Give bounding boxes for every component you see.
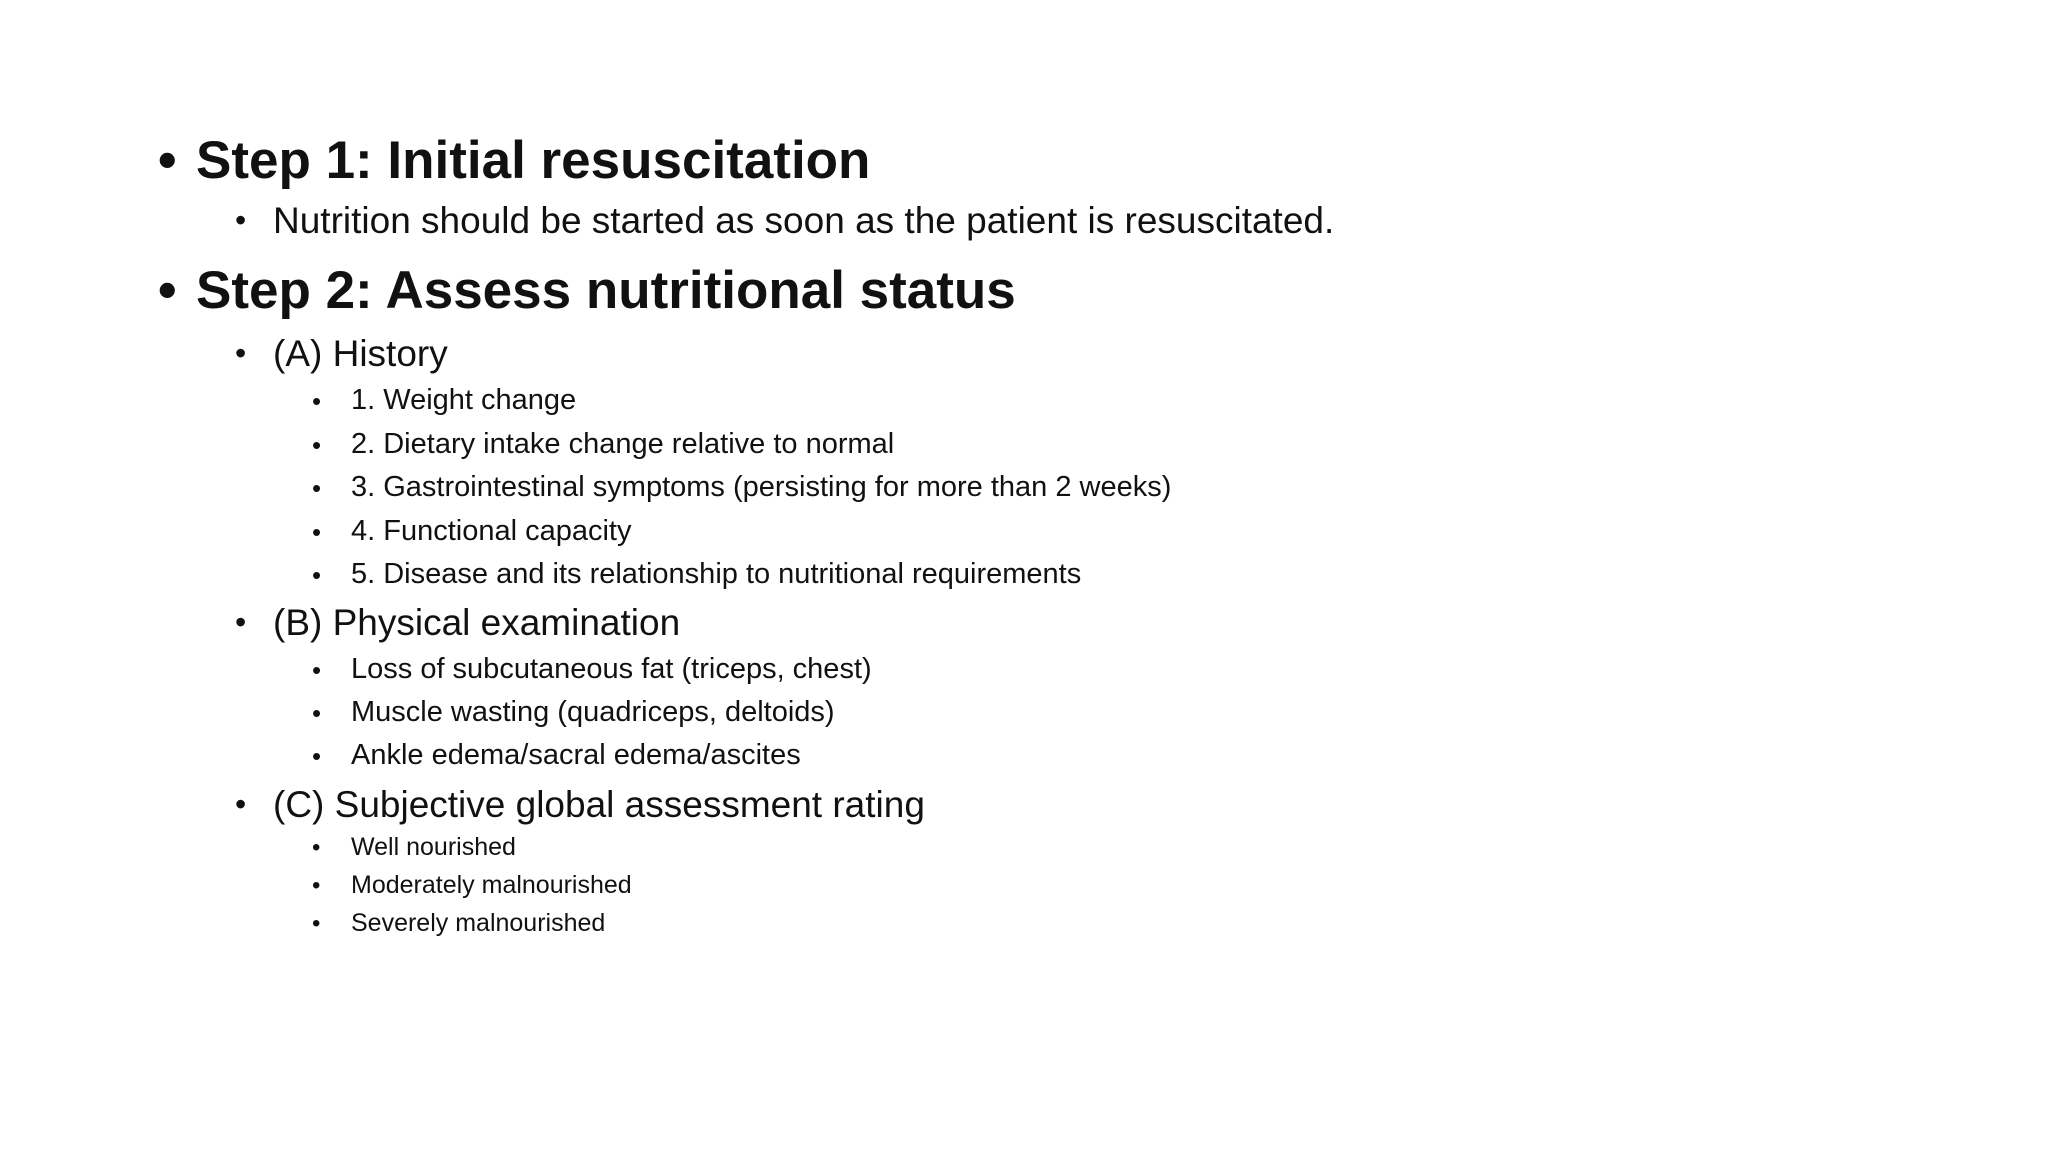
bullet-icon: • bbox=[158, 261, 177, 320]
bullet-icon: • bbox=[312, 517, 322, 547]
bullet-icon: • bbox=[312, 655, 322, 685]
history-item: 2. Dietary intake change relative to normal bbox=[351, 428, 895, 460]
physical-item: Ankle edema/sacral edema/ascites bbox=[351, 739, 801, 771]
bullet-icon: • bbox=[312, 430, 322, 460]
bullet-icon: • bbox=[158, 131, 177, 190]
bullet-icon: • bbox=[312, 560, 322, 590]
sga-label: (C) Subjective global assessment rating bbox=[273, 784, 925, 825]
bullet-icon: • bbox=[312, 741, 322, 771]
step2-heading: Step 2: Assess nutritional status bbox=[196, 261, 1016, 320]
bullet-icon: • bbox=[312, 834, 321, 861]
bullet-icon: • bbox=[235, 604, 247, 640]
bullet-icon: • bbox=[235, 202, 247, 238]
bullet-icon: • bbox=[312, 910, 321, 937]
history-item: 5. Disease and its relationship to nutritional requirements bbox=[351, 558, 1082, 590]
physical-item: Muscle wasting (quadriceps, deltoids) bbox=[351, 696, 835, 728]
sga-item: Moderately malnourished bbox=[351, 871, 632, 899]
history-item: 3. Gastrointestinal symptoms (persisting for more than 2 weeks) bbox=[351, 471, 1172, 503]
bullet-icon: • bbox=[312, 386, 322, 416]
sga-item: Severely malnourished bbox=[351, 909, 606, 937]
bullet-icon: • bbox=[312, 473, 322, 503]
physical-label: (B) Physical examination bbox=[273, 602, 681, 643]
sga-item: Well nourished bbox=[351, 833, 516, 861]
bullet-icon: • bbox=[312, 872, 321, 899]
bullet-icon: • bbox=[235, 335, 247, 371]
bullet-icon: • bbox=[235, 786, 247, 822]
history-label: (A) History bbox=[273, 333, 448, 374]
history-item: 4. Functional capacity bbox=[351, 515, 632, 547]
step1-item: Nutrition should be started as soon as the patient is resuscitated. bbox=[273, 200, 1335, 241]
physical-item: Loss of subcutaneous fat (triceps, chest) bbox=[351, 653, 872, 685]
bullet-icon: • bbox=[312, 698, 322, 728]
history-item: 1. Weight change bbox=[351, 384, 577, 416]
step1-heading: Step 1: Initial resuscitation bbox=[196, 131, 871, 190]
